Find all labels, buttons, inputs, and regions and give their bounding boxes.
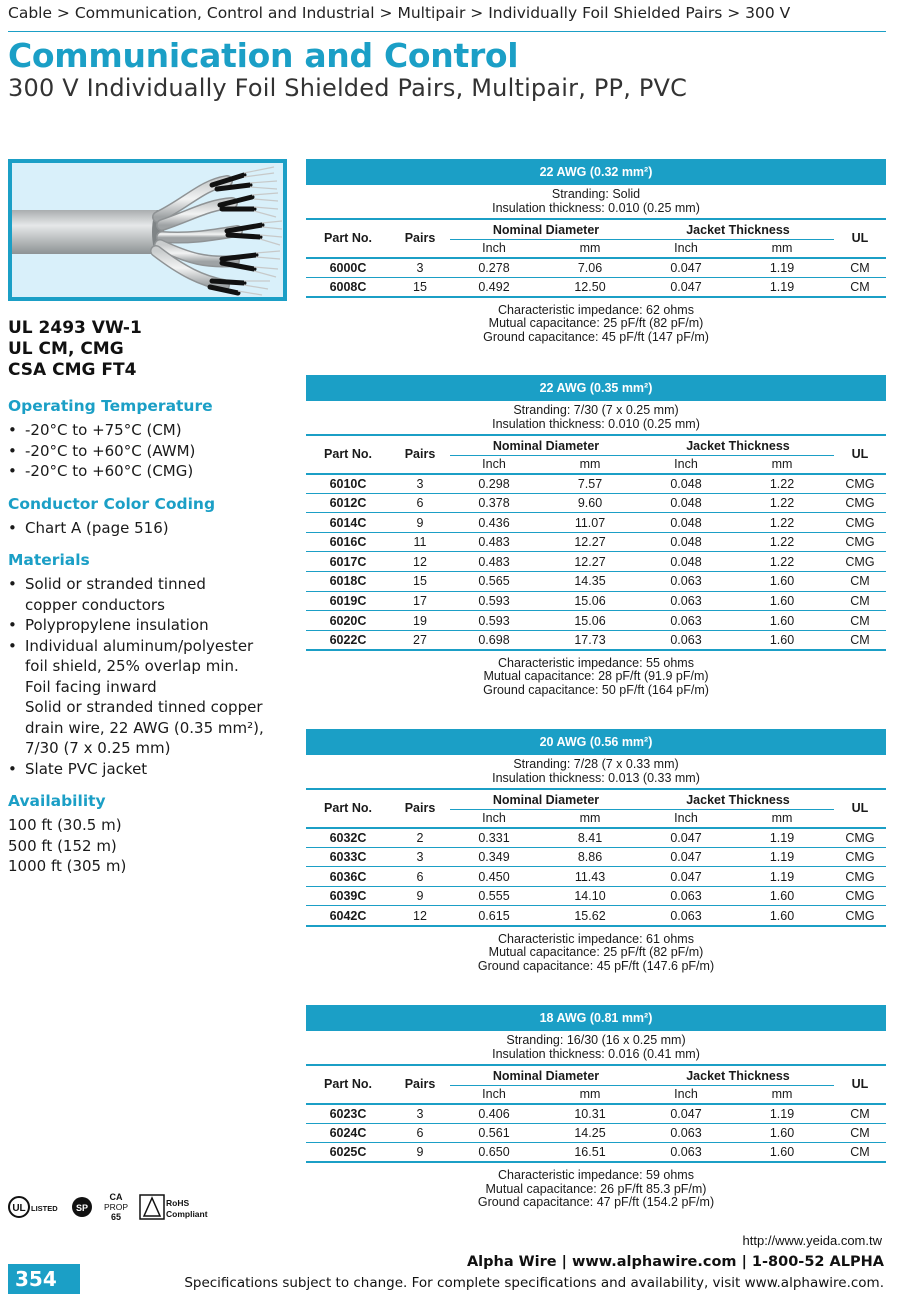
table-cell: 0.298 [450,474,538,494]
col-header-pairs: Pairs [404,231,436,246]
table-row [306,258,886,278]
table-cell: 1.60 [730,591,834,611]
table-cell: 0.349 [450,847,538,867]
svg-text:RoHS: RoHS [166,1198,190,1208]
table-cell: 0.048 [642,532,730,552]
list-item: • -20°C to +60°C (AWM) [8,441,298,462]
table-cell: 0.555 [450,886,538,906]
col-header-part-no: Part No. [324,1077,372,1092]
table-cell: 1.19 [730,277,834,297]
table-cell: 6016C [306,532,390,552]
table-cell: 10.31 [538,1104,642,1124]
table-cell: 1.22 [730,474,834,494]
table-cell: 15.62 [538,906,642,926]
note-line: Characteristic impedance: 59 ohms [498,1168,694,1183]
table-cell: 0.047 [642,258,730,278]
operating-temperature-section [8,397,298,482]
table-cell: 6 [390,867,450,887]
table-row [306,630,886,650]
col-subheader-inch: Inch [450,810,538,828]
table-cell: 1.22 [730,552,834,572]
stranding-info [306,401,886,436]
svg-text:65: 65 [110,1212,122,1222]
table-cell: 0.378 [450,493,538,513]
table-cell: 9.60 [538,493,642,513]
table-cell: 0.048 [642,552,730,572]
svg-text:PROP: PROP [103,1202,129,1212]
col-header-jacket-thickness: Jacket Thickness [686,222,790,237]
table-cell: 6032C [306,828,390,848]
top-rule [8,31,886,32]
table-cell: 15.06 [538,591,642,611]
table-cell: 1.19 [730,1104,834,1124]
table-cell: 1.60 [730,886,834,906]
breadcrumb: Cable > Communication, Control and Industrial > Multipair > Individually Foil Shielded Pairs > 300 V [8,4,791,22]
table-row [306,867,886,887]
awg-band: 20 AWG (0.56 mm²) [306,729,886,755]
table-cell: 6020C [306,611,390,631]
table-cell: 6033C [306,847,390,867]
availability-item: 100 ft (30.5 m) [8,816,122,834]
table-cell: 0.063 [642,1123,730,1143]
table-cell: 17.73 [538,630,642,650]
table-cell: CM [834,611,886,631]
table-row [306,591,886,611]
table-cell: 15 [390,277,450,297]
electrical-notes [306,298,886,345]
table-cell: 11.07 [538,513,642,533]
svg-text:CA: CA [109,1192,123,1202]
table-cell: 9 [390,886,450,906]
table-cell: 14.35 [538,572,642,592]
col-subheader-inch: Inch [450,240,538,258]
table-cell: CM [834,277,886,297]
table-cell: 12.27 [538,552,642,572]
list-item: • -20°C to +75°C (CM) [8,420,298,441]
section-heading: Availability [8,792,106,810]
electrical-notes [306,927,886,974]
stranding-info [306,1031,886,1066]
table-cell: 0.063 [642,1143,730,1163]
table-cell: 7.06 [538,258,642,278]
spec-section [306,1005,886,1210]
spec-table [306,790,886,927]
ca-prop65-logo [104,1192,128,1222]
cert-line: UL 2493 VW-1 [8,318,142,338]
note-line: Ground capacitance: 47 pF/ft (154.2 pF/m) [477,1195,715,1210]
table-cell: CM [834,258,886,278]
table-cell: CMG [834,828,886,848]
note-line: Characteristic impedance: 55 ohms [498,655,694,670]
table-row [306,886,886,906]
stranding-line: Stranding: 7/28 (7 x 0.33 mm) [513,757,679,771]
table-row [306,277,886,297]
certification-logos [8,1190,218,1224]
table-cell: 1.60 [730,1123,834,1143]
table-cell: CM [834,572,886,592]
col-header-jacket-thickness: Jacket Thickness [686,792,790,807]
note-line: Ground capacitance: 45 pF/ft (147 pF/m) [483,329,709,344]
table-cell: CM [834,1123,886,1143]
table-cell: 0.048 [642,493,730,513]
table-cell: CM [834,630,886,650]
table-row [306,906,886,926]
note-line: Mutual capacitance: 26 pF/ft 85.3 pF/m) [485,1181,707,1196]
table-cell: 6022C [306,630,390,650]
page-number: 354 [8,1264,80,1294]
table-cell: 1.19 [730,847,834,867]
page-subtitle: 300 V Individually Foil Shielded Pairs, Multipair, PP, PVC [8,74,688,102]
spec-table [306,436,886,651]
table-row [306,493,886,513]
insulation-line: Insulation thickness: 0.010 (0.25 mm) [492,416,700,431]
col-subheader-inch: Inch [642,810,730,828]
spec-section [306,159,886,344]
table-cell: 12.50 [538,277,642,297]
table-cell: 6039C [306,886,390,906]
table-cell: 6036C [306,867,390,887]
table-cell: CM [834,1104,886,1124]
table-cell: 12 [390,906,450,926]
table-cell: 0.063 [642,630,730,650]
table-cell: CMG [834,867,886,887]
table-cell: 1.60 [730,611,834,631]
table-cell: CMG [834,847,886,867]
col-header-nominal-diameter: Nominal Diameter [492,438,600,453]
list-item: • Slate PVC jacket [8,759,298,780]
svg-text:UL: UL [12,1203,26,1214]
table-cell: CMG [834,474,886,494]
brand-line: Alpha Wire | www.alphawire.com | 1-800-52 ALPHA [466,1254,884,1270]
table-cell: 0.047 [642,277,730,297]
table-cell: 6042C [306,906,390,926]
table-cell: 0.450 [450,867,538,887]
section-heading: Operating Temperature [8,397,213,415]
table-cell: 1.22 [730,493,834,513]
table-cell: 0.698 [450,630,538,650]
stranding-line: Stranding: Solid [551,187,641,201]
col-subheader-mm: mm [730,240,834,258]
certifications [8,318,298,381]
cable-image [8,159,287,301]
col-subheader-mm: mm [538,810,642,828]
table-cell: 0.331 [450,828,538,848]
insulation-line: Insulation thickness: 0.013 (0.33 mm) [492,770,700,785]
col-subheader-inch: Inch [450,456,538,474]
col-header-pairs: Pairs [404,1077,436,1092]
table-cell: 6010C [306,474,390,494]
list-item: • -20°C to +60°C (CMG) [8,461,298,482]
ul-listed-logo [9,1197,58,1217]
table-cell: 0.436 [450,513,538,533]
table-cell: 19 [390,611,450,631]
col-subheader-mm: mm [730,810,834,828]
list-item-continuation: 7/30 (7 x 0.25 mm) [25,739,171,757]
table-cell: 0.047 [642,828,730,848]
table-cell: 6023C [306,1104,390,1124]
stranding-line: Stranding: 16/30 (16 x 0.25 mm) [506,1033,686,1047]
table-row [306,532,886,552]
col-header-part-no: Part No. [324,447,372,462]
cert-line: UL CM, CMG [8,339,124,359]
table-cell: 6012C [306,493,390,513]
table-cell: 1.60 [730,906,834,926]
col-subheader-mm: mm [538,240,642,258]
note-line: Mutual capacitance: 25 pF/ft (82 pF/m) [488,316,704,331]
table-cell: CMG [834,532,886,552]
table-cell: 0.048 [642,513,730,533]
table-cell: 1.60 [730,630,834,650]
section-heading: Materials [8,551,90,569]
table-cell: 6024C [306,1123,390,1143]
table-row [306,1104,886,1124]
col-subheader-mm: mm [730,456,834,474]
table-cell: 8.86 [538,847,642,867]
table-cell: 9 [390,1143,450,1163]
stranding-line: Stranding: 7/30 (7 x 0.25 mm) [513,403,679,417]
svg-text:SP: SP [75,1203,89,1213]
insulation-line: Insulation thickness: 0.010 (0.25 mm) [492,200,700,215]
list-item-continuation: drain wire, 22 AWG (0.35 mm²), [25,718,264,737]
note-line: Characteristic impedance: 62 ohms [498,302,694,317]
table-row [306,572,886,592]
page-title: Communication and Control [8,36,519,75]
table-cell: 3 [390,474,450,494]
table-cell: 0.650 [450,1143,538,1163]
col-subheader-inch: Inch [642,456,730,474]
col-header-part-no: Part No. [324,231,372,246]
availability-section [8,792,298,877]
table-cell: 6017C [306,552,390,572]
stranding-info [306,755,886,790]
spec-section [306,375,886,697]
source-url[interactable]: http://www.yeida.com.tw [742,1233,882,1248]
table-row [306,474,886,494]
col-header-jacket-thickness: Jacket Thickness [686,438,790,453]
table-cell: 27 [390,630,450,650]
table-cell: 0.063 [642,886,730,906]
col-header-jacket-thickness: Jacket Thickness [686,1068,790,1083]
table-cell: CMG [834,552,886,572]
list-item: • Polypropylene insulation [8,615,298,636]
materials-section [8,551,298,779]
table-cell: CM [834,1143,886,1163]
col-header-ul: UL [851,447,869,462]
table-cell: 6 [390,493,450,513]
electrical-notes [306,1163,886,1210]
list-item-continuation: Foil facing inward [25,677,157,696]
table-row [306,847,886,867]
table-row [306,513,886,533]
stranding-info [306,185,886,220]
table-cell: 12.27 [538,532,642,552]
table-cell: 12 [390,552,450,572]
table-cell: 15 [390,572,450,592]
table-cell: 0.406 [450,1104,538,1124]
svg-text:Compliant: Compliant [166,1209,208,1219]
availability-item: 1000 ft (305 m) [8,857,127,875]
col-header-pairs: Pairs [404,801,436,816]
col-header-ul: UL [851,1077,869,1092]
col-header-pairs: Pairs [404,447,436,462]
table-cell: 0.565 [450,572,538,592]
disclaimer: Specifications subject to change. For complete specifications and availability, visit www.alphawire.com. [184,1275,884,1291]
table-cell: 0.063 [642,572,730,592]
list-item-continuation: foil shield, 25% overlap min. [25,657,239,675]
cert-line: CSA CMG FT4 [8,360,137,380]
table-row [306,1143,886,1163]
table-cell: CM [834,591,886,611]
table-row [306,552,886,572]
table-cell: 6018C [306,572,390,592]
table-cell: 0.483 [450,552,538,572]
table-cell: 6019C [306,591,390,611]
table-cell: 14.10 [538,886,642,906]
electrical-notes [306,651,886,698]
table-cell: 1.22 [730,513,834,533]
table-cell: 0.278 [450,258,538,278]
table-cell: 2 [390,828,450,848]
table-cell: 14.25 [538,1123,642,1143]
table-row [306,611,886,631]
table-cell: 9 [390,513,450,533]
table-cell: 1.19 [730,828,834,848]
table-row [306,828,886,848]
csa-logo [72,1197,92,1217]
table-cell: 8.41 [538,828,642,848]
table-cell: 3 [390,258,450,278]
list-item-continuation: copper conductors [25,595,165,614]
table-cell: 1.19 [730,258,834,278]
table-cell: 0.063 [642,906,730,926]
table-cell: 0.048 [642,474,730,494]
table-cell: 6000C [306,258,390,278]
awg-band: 22 AWG (0.35 mm²) [306,375,886,401]
table-cell: CMG [834,906,886,926]
awg-band: 22 AWG (0.32 mm²) [306,159,886,185]
table-cell: 6025C [306,1143,390,1163]
table-row [306,1123,886,1143]
table-cell: 6 [390,1123,450,1143]
table-cell: 7.57 [538,474,642,494]
table-cell: CMG [834,886,886,906]
availability-item: 500 ft (152 m) [8,836,117,855]
section-heading: Conductor Color Coding [8,494,216,513]
col-header-nominal-diameter: Nominal Diameter [492,792,600,807]
color-coding-section [8,495,298,539]
col-header-nominal-diameter: Nominal Diameter [492,222,600,237]
table-cell: 6014C [306,513,390,533]
list-item: • Individual aluminum/polyester [8,636,298,657]
table-cell: 0.047 [642,1104,730,1124]
table-cell: 0.593 [450,611,538,631]
col-header-part-no: Part No. [324,801,372,816]
note-line: Mutual capacitance: 25 pF/ft (82 pF/m) [488,945,704,960]
col-header-ul: UL [851,801,869,816]
col-header-ul: UL [851,231,869,246]
col-subheader-mm: mm [730,1086,834,1104]
col-subheader-inch: Inch [642,1086,730,1104]
note-line: Mutual capacitance: 28 pF/ft (91.9 pF/m) [483,669,709,684]
table-cell: 1.19 [730,867,834,887]
table-cell: 0.492 [450,277,538,297]
table-cell: 16.51 [538,1143,642,1163]
awg-band: 18 AWG (0.81 mm²) [306,1005,886,1031]
table-cell: 0.593 [450,591,538,611]
table-cell: CMG [834,513,886,533]
table-cell: CMG [834,493,886,513]
insulation-line: Insulation thickness: 0.016 (0.41 mm) [492,1046,700,1061]
table-cell: 0.561 [450,1123,538,1143]
col-subheader-mm: mm [538,1086,642,1104]
spec-table [306,220,886,298]
table-cell: 17 [390,591,450,611]
table-cell: 3 [390,1104,450,1124]
table-cell: 0.047 [642,847,730,867]
sidebar [8,318,298,890]
note-line: Characteristic impedance: 61 ohms [498,931,694,946]
spec-section [306,729,886,973]
col-header-nominal-diameter: Nominal Diameter [492,1068,600,1083]
table-cell: 1.60 [730,1143,834,1163]
list-item: • Chart A (page 516) [8,518,298,539]
ul-logo-text: LISTED [31,1204,58,1213]
note-line: Ground capacitance: 50 pF/ft (164 pF/m) [483,682,709,697]
spec-table [306,1066,886,1163]
table-cell: 0.047 [642,867,730,887]
table-cell: 1.60 [730,572,834,592]
col-subheader-inch: Inch [450,1086,538,1104]
note-line: Ground capacitance: 45 pF/ft (147.6 pF/m) [477,958,715,973]
col-subheader-mm: mm [538,456,642,474]
list-item-continuation: Solid or stranded tinned copper [25,698,263,716]
table-cell: 11.43 [538,867,642,887]
table-cell: 11 [390,532,450,552]
table-cell: 6008C [306,277,390,297]
table-cell: 15.06 [538,611,642,631]
rohs-logo [140,1195,208,1219]
list-item: • Solid or stranded tinned [8,574,298,595]
table-cell: 0.483 [450,532,538,552]
table-cell: 0.063 [642,591,730,611]
table-cell: 0.615 [450,906,538,926]
table-cell: 3 [390,847,450,867]
table-cell: 1.22 [730,532,834,552]
table-cell: 0.063 [642,611,730,631]
col-subheader-inch: Inch [642,240,730,258]
